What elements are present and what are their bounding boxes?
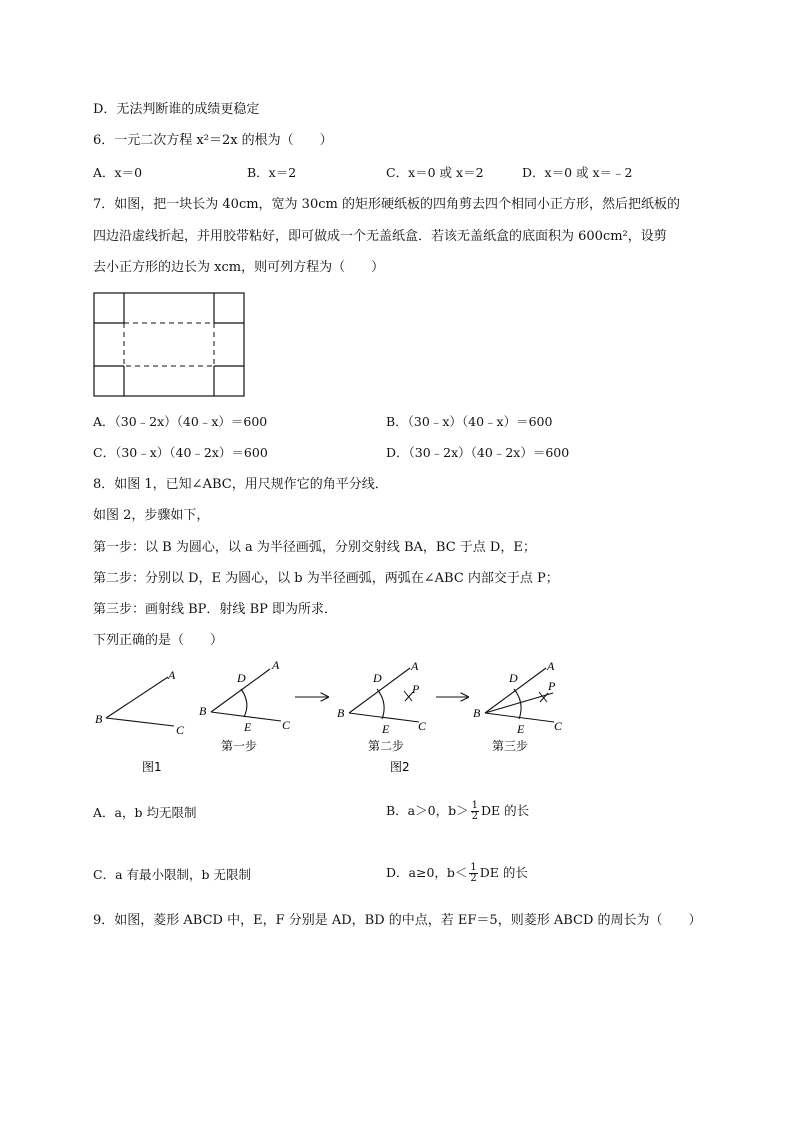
step1-figure [199,658,291,753]
step1-arc [241,689,247,717]
q8-line-5: 第三步：画射线 BP．射线 BP 即为所求． [93,602,337,617]
fig2-caption: 图2 [390,760,410,774]
step2-arc [377,689,384,719]
q7-stem-line-3: 去小正方形的边长为 xcm，则可列方程为（ ） [93,260,385,275]
q8-line-3: 第一步：以 B 为圆心，以 a 为半径画弧，分别交射线 BA，BC 于点 D，E； [93,540,536,555]
q6-option-c: C．x＝0 或 x＝2 [386,165,484,180]
q7-box-figure [93,292,245,398]
step1-label-b: B [199,704,207,718]
fig1-label-a: A [168,668,176,682]
q8-line-2: 如图 2，步骤如下， [93,508,210,523]
q7-stem-line-2: 四边沿虚线折起，并用胶带粘好，即可做成一个无盖纸盒．若该无盖纸盒的底面积为 600cm²，设剪 [93,229,667,244]
step3-caption: 第三步 [492,739,529,753]
q8-option-c: C．a 有最小限制，b 无限制 [93,867,251,882]
fraction-one-half: $\frac{1}{2}$ [470,862,477,884]
step1-label-d: D [237,671,246,685]
step3-label-c: C [554,719,563,733]
step3-label-b: B [473,706,481,720]
step2-label-p: P [412,682,420,696]
fold-line [124,323,214,366]
step3-label-p: P [548,679,556,693]
step2-label-a: A [411,659,419,673]
step3-label-d: D [509,671,518,685]
step2-caption: 第二步 [368,739,405,753]
step1-caption: 第一步 [221,739,258,753]
fig1-angle [95,668,185,774]
q8-line-4: 第二步：分别以 D，E 为圆心，以 b 为半径画弧，两弧在∠ABC 内部交于点 P； [93,571,559,586]
step2-label-b: B [337,706,345,720]
q9-stem: 9．如图，菱形 ABCD 中，E，F 分别是 AD，BD 的中点，若 EF＝5，则菱形 ABCD 的周长为（ ） [93,913,702,928]
q6-option-a: A．x＝0 [93,165,143,180]
q7-option-c: C．（30﹣x）（40﹣2x）＝600 [93,445,268,460]
step2-label-e: E [382,722,390,736]
q7-option-a: A．（30﹣2x）（40﹣x）＝600 [93,414,268,429]
q6-stem: 6．一元二次方程 x²＝2x 的根为（ ） [93,133,333,148]
q8-option-a: A．a，b 均无限制 [93,805,197,820]
step3-label-e: E [517,722,525,736]
step3-label-a: A [547,659,555,673]
step1-label-e: E [244,720,252,734]
q7-option-d: D．（30﹣2x）（40﹣2x）＝600 [386,445,570,460]
step2-cross [404,691,412,701]
q6-option-b: B．x＝2 [247,165,297,180]
fig1-label-b: B [95,712,103,726]
fig1-caption: 图1 [142,760,162,774]
q8-figure [88,655,578,780]
q8-line-1: 8．如图 1，已知∠ABC，用尺规作它的角平分线． [93,477,388,492]
fraction-one-half: $\frac{1}{2}$ [471,800,478,822]
step2-figure [337,659,427,774]
step2-label-d: D [373,671,382,685]
q7-stem-line-1: 7．如图，把一块长为 40cm，宽为 30cm 的矩形硬纸板的四角剪去四个相同小正方形，然后把纸板的 [93,197,680,212]
q8-option-d: D．a≥0，b＜ $\frac{1}{2}$ DE 的长 [386,862,528,884]
step2-label-c: C [418,719,427,733]
q7-option-b: B．（30﹣x）（40﹣x）＝600 [386,414,553,429]
q5-option-d: D．无法判断谁的成绩更稳定 [93,102,260,117]
q8-line-6: 下列正确的是（ ） [93,633,224,648]
step3-figure [473,659,563,753]
outer-rectangle [94,293,244,396]
step1-label-c: C [282,718,291,732]
fig1-label-c: C [176,723,185,737]
q8-option-b: B．a＞0，b＞ $\frac{1}{2}$ DE 的长 [386,800,530,822]
step1-label-a: A [272,658,280,672]
q6-option-d: D．x＝0 或 x＝﹣2 [522,165,633,180]
